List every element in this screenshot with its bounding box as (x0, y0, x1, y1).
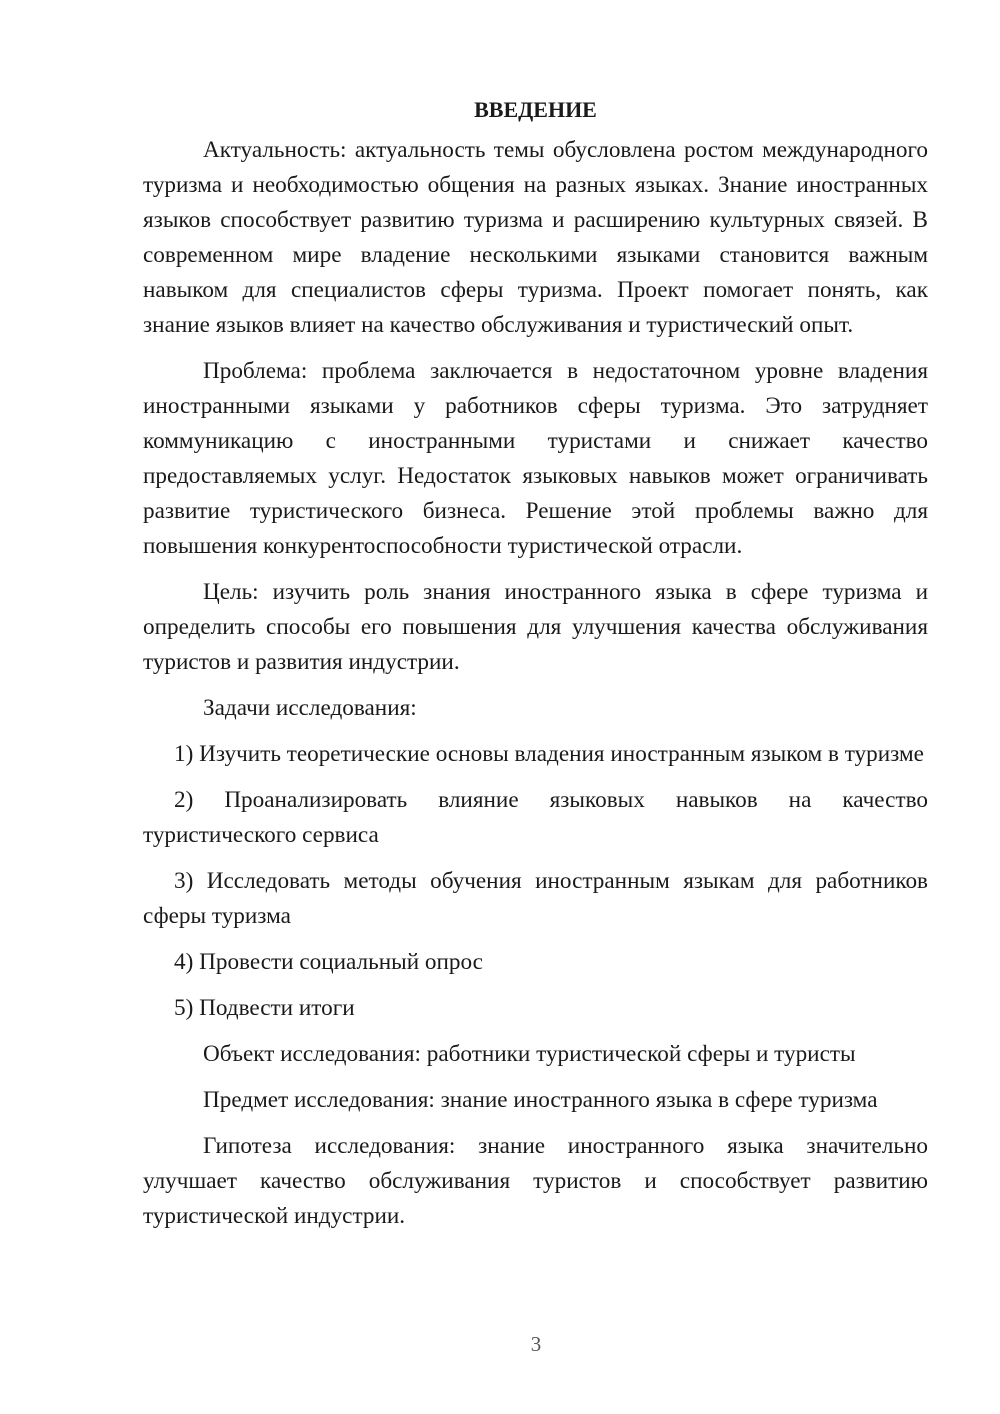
tasks-title: Задачи исследования: (203, 695, 417, 721)
task-item-3: 3) Исследовать методы обучения иностранным языкам для работников сферы туризма (143, 868, 928, 929)
paragraph-object: Объект исследования: работники туристической сферы и туристы (203, 1041, 856, 1067)
page-number: 3 (530, 1332, 542, 1356)
task-item-5: 5) Подвести итоги (174, 995, 355, 1021)
task-item-1: 1) Изучить теоретические основы владения иностранным языком в туризме (174, 741, 924, 767)
task-item-2: 2) Проанализировать влияние языковых навыков на качество туристического сервиса (143, 787, 928, 848)
paragraph-problem: Проблема: проблема заключается в недостаточном уровне владения иностранными языками у работников сферы туризма. Это затрудняет коммуникацию с иностранными туристами и снижает качество предоставляемых услуг. Недостаток языковых навыков может ограничивать развитие туристического бизнеса. Решение этой проблемы важно для повышения конкурентоспособности туристической отрасли. (143, 358, 928, 559)
task-item-4: 4) Провести социальный опрос (174, 949, 483, 975)
paragraph-subject: Предмет исследования: знание иностранного языка в сфере туризма (203, 1087, 878, 1113)
paragraph-relevance: Актуальность: актуальность темы обусловлена ростом международного туризма и необходимостью общения на разных языках. Знание иностранных языков способствует развитию туризма и расширению культурных связей. В современном мире владение несколькими языками становится важным навыком для специалистов сферы туризма. Проект помогает понять, как знание языков влияет на качество обслуживания и туристический опыт. (143, 137, 928, 338)
page-title: ВВЕДЕНИЕ (474, 97, 597, 122)
paragraph-hypothesis: Гипотеза исследования: знание иностранного языка значительно улучшает качество обслуживания туристов и способствует развитию туристической индустрии. (143, 1133, 928, 1229)
document-page (143, 92, 928, 1245)
paragraph-goal: Цель: изучить роль знания иностранного языка в сфере туризма и определить способы его повышения для улучшения качества обслуживания туристов и развития индустрии. (143, 579, 928, 675)
